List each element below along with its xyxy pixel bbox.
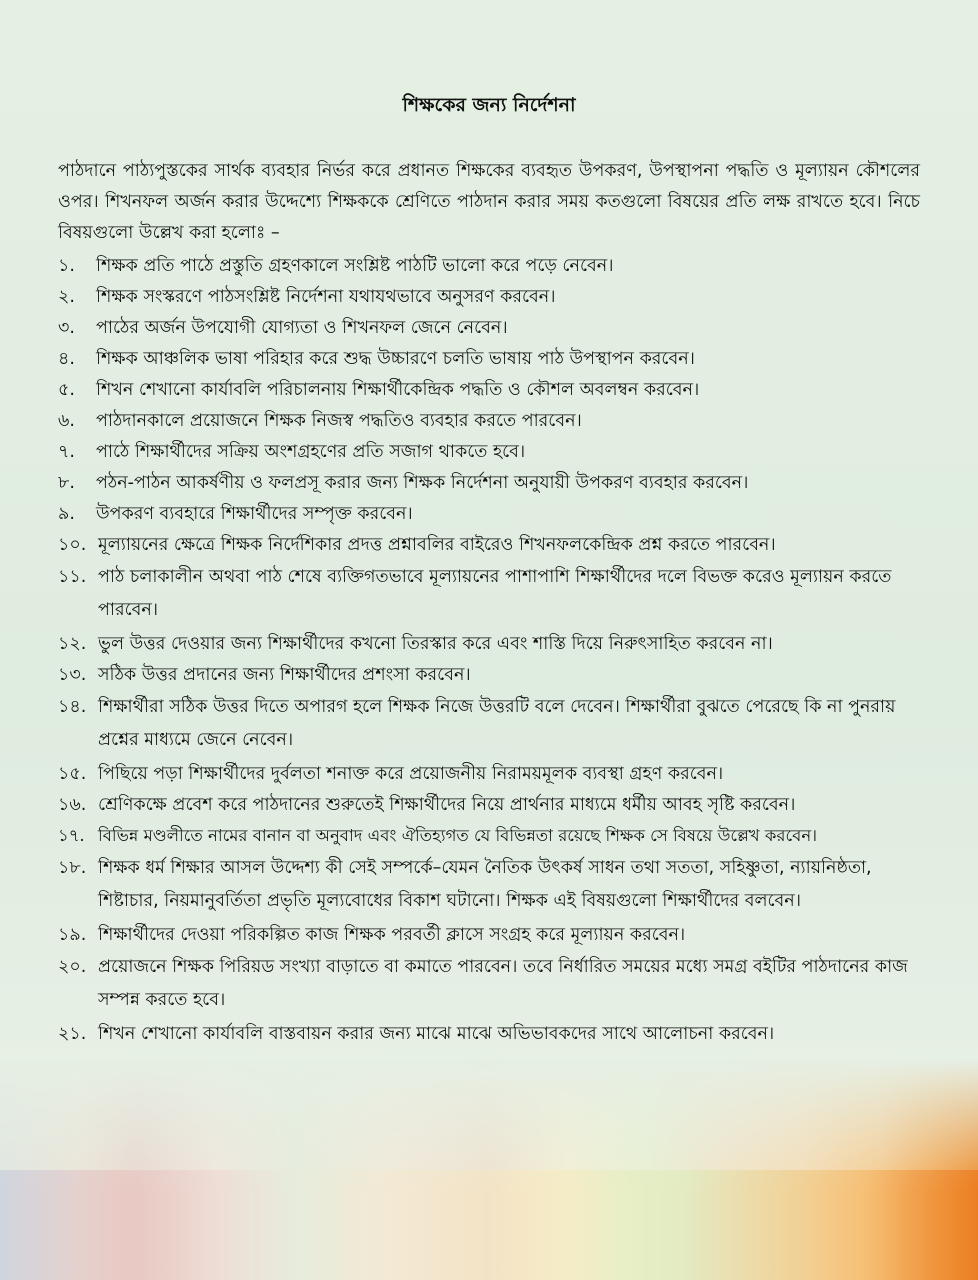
item-text: প্রয়োজনে শিক্ষক পিরিয়ড সংখ্যা বাড়াতে বা কমাতে পারবেন। তবে নির্ধারিত সময়ের মধ্যে সমগ্র বইটির পাঠদানের কাজ সম্পন্ন করতে হবে। (98, 957, 908, 1010)
item-text: উপকরণ ব্যবহারে শিক্ষার্থীদের সম্পৃক্ত করবেন। (96, 504, 413, 524)
item-number: ১১. (58, 567, 87, 587)
list-item (58, 951, 920, 1017)
item-text: শিখন শেখানো কার্যাবলি বাস্তবায়ন করার জন্য মাঝে মাঝে অভিভাবকদের সাথে আলোচনা করবেন। (98, 1024, 775, 1044)
item-text: শিক্ষার্থীরা সঠিক উত্তর দিতে অপারগ হলে শিক্ষক নিজে উত্তরটি বলে দেবেন। শিক্ষার্থীরা বুঝতে পেরেছে কি না পুনরায় প্রশ্নের মাধ্যমে জেনে নেবেন। (98, 697, 896, 750)
item-number: ১৬. (58, 795, 87, 815)
instructions-section (58, 92, 920, 1050)
item-number: ২১. (58, 1024, 87, 1044)
list-item (58, 790, 920, 821)
instruction-list (58, 251, 920, 1050)
item-text: শিক্ষক সংস্করণে পাঠসংশ্লিষ্ট নির্দেশনা যথাযথভাবে অনুসরণ করবেন। (96, 287, 556, 307)
item-number: ২০. (58, 957, 87, 977)
list-item (58, 561, 920, 627)
item-text: শিখন শেখানো কার্যাবলি পরিচালনায় শিক্ষার্থীকেন্দ্রিক পদ্ধতি ও কৌশল অবলম্বন করবেন। (96, 380, 700, 400)
item-number: ৪. (58, 349, 75, 369)
item-text: পাঠে শিক্ষার্থীদের সক্রিয় অংশগ্রহণের প্রতি সজাগ থাকতে হবে। (96, 442, 526, 462)
item-number: ১৩. (58, 665, 87, 685)
item-text: শিক্ষার্থীদের দেওয়া পরিকল্পিত কাজ শিক্ষক পরবর্তী ক্লাসে সংগ্রহ করে মূল্যায়ন করবেন। (98, 925, 686, 945)
list-item (58, 821, 920, 852)
item-text: পাঠদানকালে প্রয়োজনে শিক্ষক নিজস্ব পদ্ধতিও ব্যবহার করতে পারবেন। (96, 411, 582, 431)
list-item (58, 375, 920, 406)
intro-paragraph: পাঠদানে পাঠ্যপুস্তকের সার্থক ব্যবহার নির্ভর করে প্রধানত শিক্ষকের ব্যবহৃত উপকরণ, উপস্থাপনা পদ্ধতি ও মূল্যায়ন কৌশলের ওপর। শিখনফল অর্জন করার উদ্দেশ্যে শিক্ষককে শ্রেণিতে পাঠদান করার সময় কতগুলো বিষয়ের প্রতি লক্ষ রাখতে হবে। নিচে বিষয়গুলো উল্লেখ করা হলোঃ – (58, 161, 920, 243)
item-text: শিক্ষক প্রতি পাঠে প্রস্তুতি গ্রহণকালে সংশ্লিষ্ট পাঠটি ভালো করে পড়ে নেবেন। (96, 256, 614, 276)
list-item (58, 691, 920, 757)
list-item (58, 282, 920, 313)
list-item (58, 530, 920, 561)
item-text: শ্রেণিকক্ষে প্রবেশ করে পাঠদানের শুরুতেই শিক্ষার্থীদের নিয়ে প্রার্থনার মাধ্যমে ধর্মীয় আবহ সৃষ্টি করবেন। (98, 795, 796, 815)
list-item (58, 499, 920, 530)
list-item (58, 437, 920, 468)
item-text: পাঠ চলাকালীন অথবা পাঠ শেষে ব্যক্তিগতভাবে মূল্যায়নের পাশাপাশি শিক্ষার্থীদের দলে বিভক্ত করেও মূল্যায়ন করতে পারবেন। (98, 567, 892, 620)
item-text: পাঠের অর্জন উপযোগী যোগ্যতা ও শিখনফল জেনে নেবেন। (96, 318, 508, 338)
list-item (58, 1019, 920, 1050)
list-item (58, 759, 920, 790)
item-number: ৯. (58, 504, 75, 524)
list-item (58, 920, 920, 951)
item-number: ৫. (58, 380, 75, 400)
list-item (58, 406, 920, 437)
item-number: ৩. (58, 318, 75, 338)
list-item (58, 313, 920, 344)
item-number: ১৯. (58, 925, 87, 945)
item-number: ১৭. (58, 826, 85, 845)
item-text: ভুল উত্তর দেওয়ার জন্য শিক্ষার্থীদের কখনো তিরস্কার করে এবং শাস্তি দিয়ে নিরুৎসাহিত করবেন না। (98, 634, 773, 654)
item-text: শিক্ষক ধর্ম শিক্ষার আসল উদ্দেশ্য কী সেই সম্পর্কে–যেমন নৈতিক উৎকর্ষ সাধন তথা সততা, সহিষ্ণুতা, ন্যায়নিষ্ঠতা, শিষ্টাচার, নিয়মানুবর্তিতা প্রভৃতি মূল্যবোধের বিকাশ ঘটানো। শিক্ষক এই বিষয়গুলো শিক্ষার্থীদের বলবেন। (98, 858, 872, 911)
item-text: মূল্যায়নের ক্ষেত্রে শিক্ষক নির্দেশিকার প্রদত্ত প্রশ্নাবলির বাইরেও শিখনফলকেন্দ্রিক প্রশ্ন করতে পারবেন। (98, 535, 776, 555)
item-text: সঠিক উত্তর প্রদানের জন্য শিক্ষার্থীদের প্রশংসা করবেন। (98, 665, 471, 685)
item-text: পিছিয়ে পড়া শিক্ষার্থীদের দুর্বলতা শনাক্ত করে প্রয়োজনীয় নিরাময়মূলক ব্যবস্থা গ্রহণ করবেন। (98, 764, 724, 784)
item-number: ১৮. (58, 858, 87, 878)
decorative-gradient-strip (0, 1060, 978, 1280)
item-number: ১০. (58, 535, 87, 555)
list-item (58, 344, 920, 375)
item-number: ৮. (58, 473, 75, 493)
item-text: শিক্ষক আঞ্চলিক ভাষা পরিহার করে শুদ্ধ উচ্চারণে চলতি ভাষায় পাঠ উপস্থাপন করবেন। (96, 349, 695, 369)
list-item (58, 852, 920, 918)
list-item (58, 468, 920, 499)
item-number: ৭. (58, 442, 75, 462)
list-item (58, 251, 920, 282)
list-item (58, 660, 920, 691)
item-number: ১৫. (58, 764, 87, 784)
item-number: ১. (58, 256, 75, 276)
item-number: ১৪. (58, 697, 87, 717)
list-item (58, 629, 920, 660)
item-text: পঠন-পাঠন আকর্ষণীয় ও ফলপ্রসূ করার জন্য শিক্ষক নির্দেশনা অনুযায়ী উপকরণ ব্যবহার করবেন। (96, 473, 749, 493)
page-title: শিক্ষকের জন্য নির্দেশনা (402, 94, 576, 116)
item-number: ৬. (58, 411, 75, 431)
item-number: ১২. (58, 634, 87, 654)
item-text: বিভিন্ন মণ্ডলীতে নামের বানান বা অনুবাদ এবং ঐতিহ্যগত যে বিভিন্নতা রয়েছে শিক্ষক সে বিষয়ে উল্লেখ করবেন। (98, 826, 818, 845)
item-number: ২. (58, 287, 75, 307)
